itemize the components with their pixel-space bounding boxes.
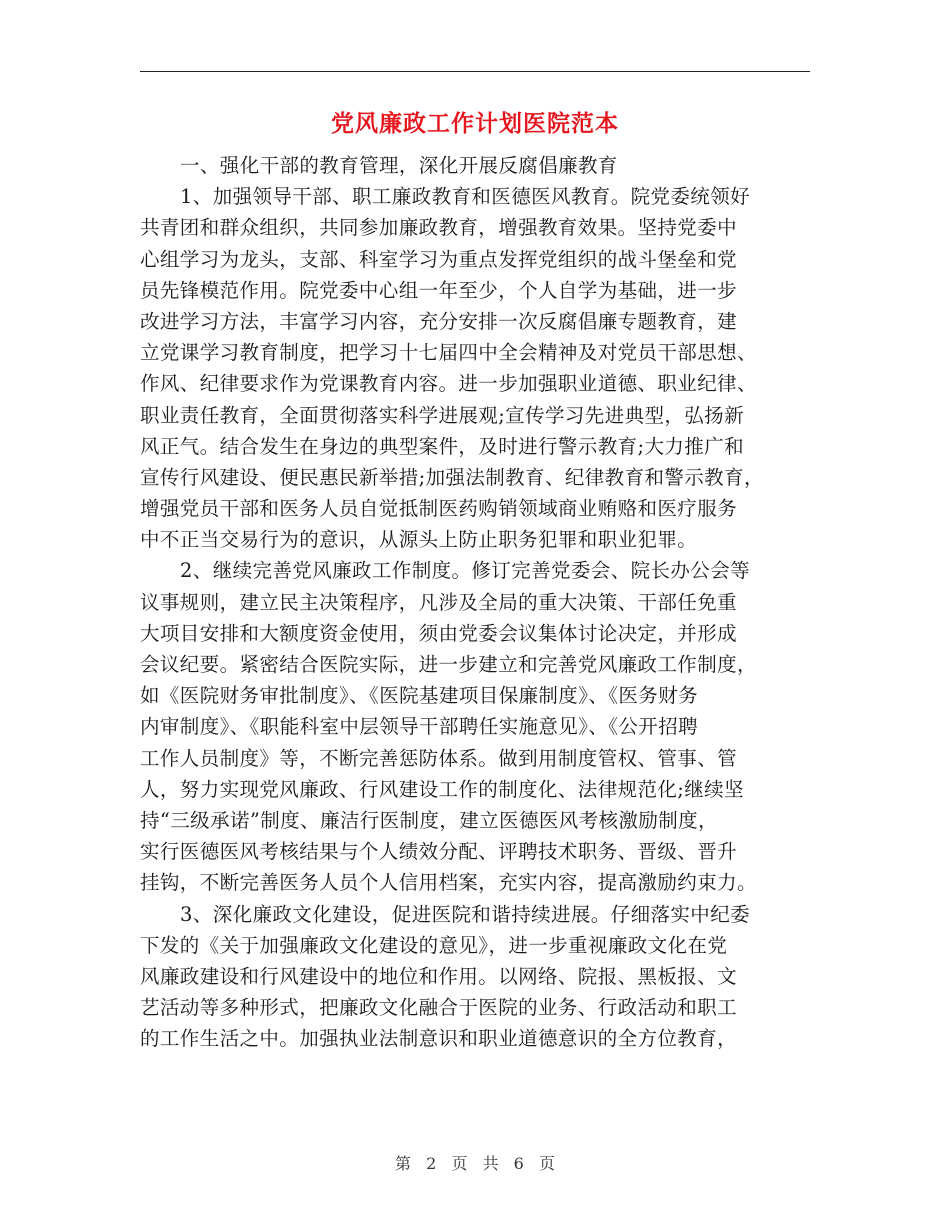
paragraph-line: 持“三级承诺”制度、廉洁行医制度，建立医德医风考核激励制度， — [140, 808, 718, 832]
section-heading-1: 一、强化干部的教育管理，深化开展反腐倡廉教育 — [180, 154, 618, 177]
footer-label-page-unit: 页 — [451, 1154, 468, 1173]
page-footer — [0, 1152, 950, 1176]
document-body — [140, 150, 810, 1054]
paragraph-line: 下发的《关于加强廉政文化建设的意见》，进一步重视廉政文化在党 — [140, 933, 728, 957]
paragraph-line: 作风、纪律要求作为党课教育内容。进一步加强职业道德、职业纪律、 — [140, 372, 757, 396]
paragraph-line: 2、继续完善党风廉政工作制度。修订完善党委会、院长办公会等 — [180, 559, 751, 583]
paragraph-line: 大项目安排和大额度资金使用，须由党委会议集体讨论决定，并形成 — [140, 621, 738, 645]
paragraph-line: 增强党员干部和医务人员自觉抵制医药购销领域商业贿赂和医疗服务 — [140, 497, 738, 521]
paragraph-line: 共青团和群众组织，共同参加廉政教育，增强教育效果。坚持党委中 — [140, 216, 738, 240]
paragraph-line: 宣传行风建设、便民惠民新举措;加强法制教育、纪律教育和警示教育， — [140, 465, 764, 489]
paragraph-line: 立党课学习教育制度，把学习十七届四中全会精神及对党员干部思想、 — [140, 341, 757, 365]
paragraph-line: 风廉政建设和行风建设中的地位和作用。以网络、院报、黑板报、文 — [140, 964, 738, 988]
paragraph-line: 会议纪要。紧密结合医院实际，进一步建立和完善党风廉政工作制度， — [140, 653, 757, 676]
paragraph-line: 员先锋模范作用。院党委中心组一年至少，个人自学为基础，进一步 — [140, 278, 738, 302]
paragraph-line: 工作人员制度》等，不断完善惩防体系。做到用制度管权、管事、管 — [140, 746, 738, 770]
paragraph-line: 中不正当交易行为的意识，从源头上防止职务犯罪和职业犯罪。 — [140, 528, 698, 552]
footer-total-pages: 6 — [513, 1154, 524, 1173]
paragraph-line: 风正气。结合发生在身边的典型案件，及时进行警示教育;大力推广和 — [140, 434, 744, 458]
paragraph-line: 议事规则，建立民主决策程序，凡涉及全局的重大决策、干部任免重 — [140, 590, 738, 614]
paragraph-line: 职业责任教育，全面贯彻落实科学进展观;宣传学习先进典型，弘扬新 — [140, 403, 744, 427]
paragraph-line: 艺活动等多种形式，把廉政文化融合于医院的业务、行政活动和职工 — [140, 996, 738, 1020]
paragraph-line: 心组学习为龙头，支部、科室学习为重点发挥党组织的战斗堡垒和党 — [140, 247, 738, 271]
paragraph-line: 的工作生活之中。加强执业法制意识和职业道德意识的全方位教育， — [140, 1027, 738, 1051]
paragraph-line: 人，努力实现党风廉政、行风建设工作的制度化、法律规范化;继续坚 — [140, 777, 744, 801]
paragraph-line: 如《医院财务审批制度》、《医院基建项目保廉制度》、《医务财务 — [140, 684, 699, 708]
paragraph-line: 挂钩，不断完善医务人员个人信用档案，充实内容，提高激励约束力。 — [140, 871, 757, 895]
paragraph-line: 实行医德医风考核结果与个人绩效分配、评聘技术职务、晋级、晋升 — [140, 840, 738, 864]
paragraph-line: 内审制度》、《职能科室中层领导干部聘任实施意见》、《公开招聘 — [140, 715, 699, 739]
footer-label-total-unit: 页 — [538, 1154, 555, 1173]
footer-label-total: 共 — [482, 1154, 499, 1173]
header-rule — [140, 71, 810, 72]
paragraph-line: 1、加强领导干部、职工廉政教育和医德医风教育。院党委统领好 — [180, 185, 751, 209]
footer-label-page: 第 — [395, 1154, 412, 1173]
document-title: 党风廉政工作计划医院范本 — [331, 110, 619, 137]
paragraph-line: 改进学习方法，丰富学习内容，充分安排一次反腐倡廉专题教育，建 — [140, 309, 738, 333]
paragraph-line: 3、深化廉政文化建设，促进医院和谐持续进展。仔细落实中纪委 — [180, 902, 751, 926]
footer-current-page: 2 — [426, 1154, 437, 1173]
